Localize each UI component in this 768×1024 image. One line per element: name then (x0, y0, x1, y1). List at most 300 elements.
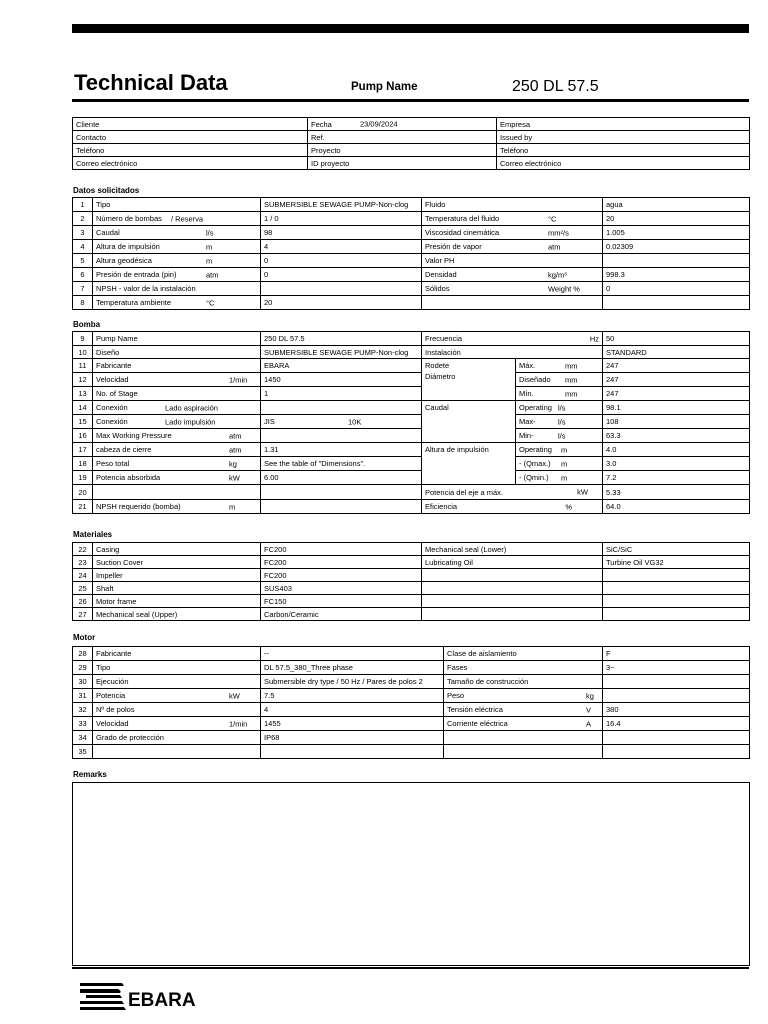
datos-value2 (603, 296, 750, 310)
datos-field-cell (93, 198, 261, 212)
datos-value: SUBMERSIBLE SEWAGE PUMP-Non-clog (261, 198, 422, 212)
max-pressure-label: Max Working Pressure (96, 431, 172, 440)
conexion-asp-cell (93, 401, 261, 415)
datos-value: 0 (261, 268, 422, 282)
material-part: Suction Cover (93, 556, 261, 569)
pump-name-label: Pump Name (351, 81, 418, 93)
row-number: 29 (73, 661, 93, 675)
instalacion-value: STANDARD (603, 346, 750, 359)
table-row (73, 569, 750, 582)
c-max-unit: l/s (558, 417, 566, 426)
datos-field-label: Tipo (96, 200, 111, 209)
material-part2 (422, 595, 603, 608)
datos-value2: 0 (603, 282, 750, 296)
datos-field2-cell (422, 296, 603, 310)
motor-value2 (603, 689, 750, 703)
c-min-unit: l/s (558, 431, 566, 440)
lado-impulsion-label: Lado impulsión (165, 417, 216, 426)
row-number: 25 (73, 582, 93, 595)
a-qmax-unit: m (561, 459, 568, 468)
datos-field2-unit: mm²/s (548, 228, 569, 237)
frecuencia-value: 50 (603, 332, 750, 346)
material-value2 (603, 582, 750, 595)
row-number: 35 (73, 745, 93, 759)
table-row (73, 543, 750, 556)
c-op-cell (516, 401, 603, 415)
material-part: Mechanical seal (Upper) (93, 608, 261, 621)
datos-value2: 1.005 (603, 226, 750, 240)
motor-field2-unit: V (586, 705, 592, 714)
row-number: 21 (73, 500, 93, 514)
dia-dis-label: Diseñado (519, 375, 551, 384)
table-row (73, 212, 750, 226)
cierre-label: cabeza de cierre (96, 445, 152, 454)
motor-field-label: Ejecución (96, 677, 129, 686)
material-value2 (603, 595, 750, 608)
conexion-standard: JIS (264, 417, 275, 426)
telefono-label: Teléfono (73, 144, 308, 157)
dia-max-label: Máx. (519, 361, 536, 370)
c-max-label: Max- (519, 417, 536, 426)
c-max-value: 108 (603, 415, 750, 429)
max-pressure-cell (93, 429, 261, 443)
datos-field-label: Altura geodésica (96, 256, 152, 265)
r20-value (261, 485, 422, 500)
material-value: FC200 (261, 569, 422, 582)
motor-field-label: Nº de polos (96, 705, 135, 714)
material-part: Shaft (93, 582, 261, 595)
row-number: 10 (73, 346, 93, 359)
datos-field2-label: Sólidos (425, 284, 450, 293)
datos-value2 (603, 254, 750, 268)
ebara-logo-icon (78, 979, 210, 1013)
row-number: 5 (73, 254, 93, 268)
datos-field-label: Caudal (96, 228, 120, 237)
table-row (73, 661, 750, 675)
conexion-label: Conexión (96, 417, 128, 426)
motor-value: Submersible dry type / 50 Hz / Pares de polos 2 (261, 675, 444, 689)
potencia-abs-cell (93, 471, 261, 485)
dia-min-label: Mín. (519, 389, 534, 398)
motor-value2: F (603, 647, 750, 661)
a-qmin-value: 7.2 (603, 471, 750, 485)
datos-field2-cell (422, 212, 603, 226)
row-number: 12 (73, 373, 93, 387)
datos-value2: 998.3 (603, 268, 750, 282)
material-value: Carbon/Ceramic (261, 608, 422, 621)
datos-value: 0 (261, 254, 422, 268)
table-row (73, 296, 750, 310)
table-row (73, 268, 750, 282)
velocidad-cell (93, 373, 261, 387)
velocidad-value: 1450 (261, 373, 422, 387)
datos-table (72, 197, 750, 310)
datos-field2-cell (422, 240, 603, 254)
frecuencia-label: Frecuencia (425, 334, 463, 343)
client-label: Cliente (73, 118, 308, 131)
table-row (73, 703, 750, 717)
c-min-label: Min- (519, 431, 534, 440)
material-value: FC150 (261, 595, 422, 608)
material-part: Casing (93, 543, 261, 556)
datos-field2-cell (422, 226, 603, 240)
motor-field-label: Potencia (96, 691, 126, 700)
correo-label: Correo electrónico (73, 157, 308, 170)
motor-value: -- (261, 647, 444, 661)
motor-value: IP68 (261, 731, 444, 745)
table-row (73, 556, 750, 569)
potencia-abs-label: Potencia absorbida (96, 473, 161, 482)
c-op-label: Operating (519, 403, 552, 412)
datos-field2-cell (422, 198, 603, 212)
conexion-imp-cell-value (261, 415, 422, 429)
motor-field-cell (93, 675, 261, 689)
table-row (73, 226, 750, 240)
datos-value: 98 (261, 226, 422, 240)
materiales-table (72, 542, 750, 621)
datos-field2-unit: °C (548, 214, 557, 223)
row-number: 30 (73, 675, 93, 689)
empresa-label: Empresa (497, 118, 750, 131)
datos-value (261, 282, 422, 296)
material-part2: Lubricating Oil (422, 556, 603, 569)
row-number: 13 (73, 387, 93, 401)
datos-field2-label: Presión de vapor (425, 242, 482, 251)
motor-value2: 380 (603, 703, 750, 717)
motor-value2: 16.4 (603, 717, 750, 731)
caudal-label: Caudal (422, 401, 516, 443)
eficiencia-unit: % (565, 502, 573, 511)
motor-field2-cell (444, 661, 603, 675)
datos-field-cell (93, 254, 261, 268)
fecha-value: 23/09/2024 (360, 119, 398, 129)
datos-field2-label: Temperatura del fluido (425, 214, 500, 223)
row-number: 17 (73, 443, 93, 457)
table-row (73, 717, 750, 731)
velocidad-unit: 1/min (229, 375, 248, 384)
motor-field-cell (93, 717, 261, 731)
material-part2 (422, 569, 603, 582)
motor-field2-cell (444, 745, 603, 759)
frecuencia-cell (422, 332, 603, 346)
issued-by-label: Issued by (497, 131, 750, 144)
datos-field2-cell (422, 268, 603, 282)
client-table (72, 117, 750, 170)
c-op-unit: l/s (558, 403, 566, 412)
motor-value: DL 57.5_380_Three phase (261, 661, 444, 675)
datos-field-cell (93, 282, 261, 296)
row-number: 22 (73, 543, 93, 556)
table-row (73, 240, 750, 254)
datos-value2: 0.02309 (603, 240, 750, 254)
c-min-cell (516, 429, 603, 443)
dia-max-unit: mm (565, 361, 578, 370)
row-number: 28 (73, 647, 93, 661)
header-rule (72, 99, 749, 102)
section-bomba: Bomba (73, 320, 101, 329)
datos-field2-label: Densidad (425, 270, 457, 279)
datos-field2-unit: kg/m³ (548, 270, 567, 279)
footer-rule (72, 967, 749, 969)
motor-field-label: Grado de protección (96, 733, 164, 742)
conexion-asp-value (261, 401, 422, 415)
motor-field-cell (93, 703, 261, 717)
motor-field-cell (93, 689, 261, 703)
potencia-eje-value: 5.33 (603, 485, 750, 500)
eficiencia-label: Eficiencia (425, 502, 458, 511)
motor-field-unit: 1/min (229, 719, 248, 728)
max-pressure-unit: atm (229, 431, 242, 440)
potencia-eje-cell (422, 485, 603, 500)
motor-field2-unit: kg (586, 691, 594, 700)
row-number: 2 (73, 212, 93, 226)
row-number: 11 (73, 359, 93, 373)
dia-min-unit: mm (565, 389, 578, 398)
diseno-value: SUBMERSIBLE SEWAGE PUMP-Non-clog (261, 346, 422, 359)
dia-max-cell (516, 359, 603, 373)
conexion-label: Conexión (96, 403, 128, 412)
ref-label: Ref. (308, 131, 497, 144)
motor-field2-label: Peso (447, 691, 465, 700)
motor-field2-unit: A (586, 719, 592, 728)
lado-aspiracion-label: Lado aspiración (165, 403, 218, 412)
datos-value2: agua (603, 198, 750, 212)
rodete-cell (422, 359, 516, 401)
motor-field2-label: Corriente eléctrica (447, 719, 508, 728)
motor-field2-cell (444, 647, 603, 661)
pump-name-value-cell: 250 DL 57.5 (261, 332, 422, 346)
row-number: 3 (73, 226, 93, 240)
a-qmin-cell (516, 471, 603, 485)
row-number: 18 (73, 457, 93, 471)
motor-field-label: Velocidad (96, 719, 129, 728)
potencia-abs-unit: kW (229, 473, 240, 482)
a-qmin-label: - (Qmin.) (519, 473, 549, 482)
datos-field-cell (93, 296, 261, 310)
motor-field2-cell (444, 731, 603, 745)
material-value: SUS403 (261, 582, 422, 595)
a-op-label: Operating (519, 445, 552, 454)
motor-field-label: Tipo (96, 663, 111, 672)
datos-field2-label: Fluido (425, 200, 446, 209)
row-number: 24 (73, 569, 93, 582)
datos-field-label: Número de bombas (96, 214, 162, 223)
motor-value2 (603, 745, 750, 759)
altura-label: Altura de impulsión (422, 443, 516, 485)
motor-field-cell (93, 661, 261, 675)
a-op-unit: m (561, 445, 568, 454)
table-row (73, 745, 750, 759)
datos-value: 20 (261, 296, 422, 310)
dia-min-cell (516, 387, 603, 401)
pump-name-value: 250 DL 57.5 (512, 78, 599, 95)
id-proyecto-label: ID proyecto (308, 157, 497, 170)
datos-field-label: Altura de impulsión (96, 242, 160, 251)
material-part2 (422, 582, 603, 595)
dia-dis-value: 247 (603, 373, 750, 387)
table-row (73, 608, 750, 621)
velocidad-label: Velocidad (96, 375, 129, 384)
datos-field2-unit: Weight % (548, 284, 580, 293)
diseno-label: Diseño (93, 346, 261, 359)
row-number: 9 (73, 332, 93, 346)
npsh-req-label: NPSH requerido (bomba) (96, 502, 181, 511)
datos-field2-cell (422, 254, 603, 268)
datos-field2-label: Viscosidad cinemática (425, 228, 500, 237)
a-op-value: 4.0 (603, 443, 750, 457)
cierre-value: 1.31 (261, 443, 422, 457)
datos-field2-label: Valor PH (425, 256, 455, 265)
material-value2 (603, 608, 750, 621)
table-row (73, 582, 750, 595)
section-datos: Datos solicitados (73, 186, 140, 195)
datos-field-cell (93, 240, 261, 254)
material-value: FC200 (261, 543, 422, 556)
cierre-cell (93, 443, 261, 457)
motor-value: 1455 (261, 717, 444, 731)
a-qmin-unit: m (561, 473, 568, 482)
datos-field-label: Temperatura ambiente (96, 298, 172, 307)
motor-value: 7.5 (261, 689, 444, 703)
row-number: 16 (73, 429, 93, 443)
frecuencia-unit: Hz (589, 334, 600, 343)
c-max-cell (516, 415, 603, 429)
instalacion-label: Instalación (422, 346, 603, 359)
datos-field-unit: atm (206, 270, 219, 279)
c-op-value: 98.1 (603, 401, 750, 415)
proyecto-label: Proyecto (308, 144, 497, 157)
contacto-label: Contacto (73, 131, 308, 144)
dia-min-value: 247 (603, 387, 750, 401)
datos-field-cell (93, 226, 261, 240)
motor-field-label: Fabricante (96, 649, 132, 658)
datos-field-unit: °C (206, 298, 215, 307)
a-op-cell (516, 443, 603, 457)
page-title: Technical Data (74, 70, 228, 95)
r20-label (93, 485, 261, 500)
stage-value: 1 (261, 387, 422, 401)
remarks-box (72, 782, 750, 966)
motor-field2-cell (444, 717, 603, 731)
potencia-abs-value: 6.00 (261, 471, 422, 485)
table-row (73, 282, 750, 296)
dia-dis-cell (516, 373, 603, 387)
diametro-label: Diámetro (425, 372, 456, 381)
correo2-label: Correo electrónico (497, 157, 750, 170)
motor-value (261, 745, 444, 759)
datos-field2-cell (422, 282, 603, 296)
table-row (73, 647, 750, 661)
row-number: 8 (73, 296, 93, 310)
stage-label: No. of Stage (93, 387, 261, 401)
row-number: 34 (73, 731, 93, 745)
motor-field-cell (93, 745, 261, 759)
motor-field-cell (93, 647, 261, 661)
peso-total-label: Peso total (96, 459, 130, 468)
table-row (73, 731, 750, 745)
motor-field2-label: Tamaño de construcción (447, 677, 529, 686)
pump-name-label-cell: Pump Name (93, 332, 261, 346)
max-pressure-value (261, 429, 422, 443)
motor-field2-label: Clase de aislamiento (447, 649, 517, 658)
table-row (73, 675, 750, 689)
motor-field2-label: Tensión eléctrica (447, 705, 503, 714)
datos-field-unit: m (206, 242, 213, 251)
motor-value: 4 (261, 703, 444, 717)
conexion-rating: 10K (348, 417, 362, 426)
datos-field-unit: m (206, 256, 213, 265)
eficiencia-value: 64.0 (603, 500, 750, 514)
row-number: 15 (73, 415, 93, 429)
row-number: 7 (73, 282, 93, 296)
rodete-label: Rodete (425, 361, 450, 370)
motor-field-unit: kW (229, 691, 240, 700)
material-part: Impeller (93, 569, 261, 582)
table-row (73, 595, 750, 608)
peso-total-value: See the table of "Dimensions". (261, 457, 422, 471)
material-value2: Turbine Oil VG32 (603, 556, 750, 569)
a-qmax-value: 3.0 (603, 457, 750, 471)
section-materiales: Materiales (73, 530, 113, 539)
row-number: 19 (73, 471, 93, 485)
row-number: 32 (73, 703, 93, 717)
motor-value2 (603, 675, 750, 689)
top-rule (72, 24, 749, 33)
row-number: 26 (73, 595, 93, 608)
datos-field2-unit: atm (548, 242, 561, 251)
eficiencia-cell (422, 500, 603, 514)
row-number: 20 (73, 485, 93, 500)
cierre-unit: atm (229, 445, 242, 454)
motor-field-cell (93, 731, 261, 745)
datos-field-unit: l/s (206, 228, 214, 237)
motor-field2-cell (444, 689, 603, 703)
material-value2 (603, 569, 750, 582)
peso-total-cell (93, 457, 261, 471)
row-number: 4 (73, 240, 93, 254)
table-row (73, 198, 750, 212)
npsh-req-unit: m (229, 502, 236, 511)
datos-value: 4 (261, 240, 422, 254)
material-value2: SiC/SiC (603, 543, 750, 556)
datos-field-label: NPSH - valor de la instalación (96, 284, 196, 293)
bomba-table (72, 331, 750, 514)
motor-value2 (603, 731, 750, 745)
row-number: 1 (73, 198, 93, 212)
section-remarks: Remarks (73, 770, 107, 779)
telefono2-label: Teléfono (497, 144, 750, 157)
dia-max-value: 247 (603, 359, 750, 373)
material-value: FC200 (261, 556, 422, 569)
datos-value2: 20 (603, 212, 750, 226)
a-qmax-label: - (Qmax.) (519, 459, 551, 468)
motor-field2-cell (444, 675, 603, 689)
potencia-eje-unit: kW (577, 487, 589, 497)
row-number: 23 (73, 556, 93, 569)
material-part: Motor frame (93, 595, 261, 608)
potencia-eje-label: Potencia del eje a máx. (425, 487, 503, 497)
logo-wordmark: EBARA (128, 990, 196, 1011)
peso-total-unit: kg (229, 459, 237, 468)
npsh-req-value (261, 500, 422, 514)
datos-field-cell (93, 212, 261, 226)
motor-field2-label: Fases (447, 663, 468, 672)
ebara-logo (78, 979, 210, 1013)
row-number: 31 (73, 689, 93, 703)
conexion-imp-cell (93, 415, 261, 429)
c-min-value: 63.3 (603, 429, 750, 443)
datos-field-label: Presión de entrada (pin) (96, 270, 177, 279)
